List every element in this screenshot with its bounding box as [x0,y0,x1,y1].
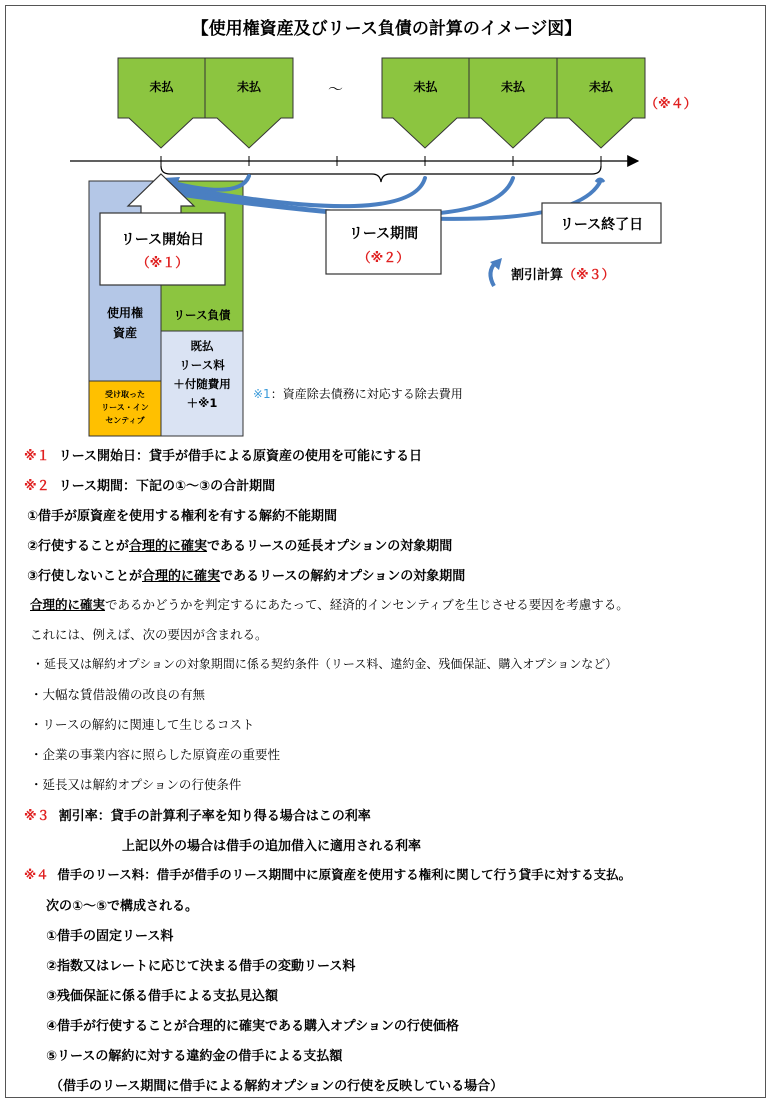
note-2-item-1: ①借手が原資産を使用する権利を有する解約不能期間 [27,509,338,524]
note-2-item-3: ③行使しないことが合理的に確実であるリースの解約オプションの対象期間 [27,569,466,584]
payment-label-3: 未払 [413,80,438,94]
note-4-item-2: ②指数又はレートに応じて決まる借手の変動リース料 [46,959,356,974]
payment-label-2: 未払 [236,80,261,94]
rou-asset-label: 使用権 資産 [106,306,143,340]
note-4-sub: 次の①～⑤で構成される。 [46,899,199,914]
payment-arrow-3 [382,58,469,148]
note-4-item-1: ①借手の固定リース料 [46,929,174,944]
start-box-label: リース開始日 [120,232,205,248]
note-2: ※２ リース期間：下記の①～③の合計期間 [24,479,276,494]
prepaid-label: 既払 リース料 ＋付随費用 ＋※1 [173,339,231,410]
reasonable-note: 合理的に確実であるかどうかを判定するにあたって、経済的インセンティブを生じさせる要因を考慮する。 [30,597,629,612]
note-4-item-5-note: （借手のリース期間に借手による解約オプションの行使を反映している場合） [50,1079,504,1094]
payment-label-5: 未払 [588,80,613,94]
payment-arrow-1 [118,58,205,148]
note-1: ※１ リース開始日：貸手が借手による原資産の使用を可能にする日 [24,449,423,464]
discount-label: 割引計算（※３） [511,268,615,283]
payment-label-4: 未払 [500,80,525,94]
factor-2: ・大幅な賃借設備の改良の有無 [30,687,206,702]
payment-note-4: （※４） [645,97,697,112]
diagram-title: 【使用権資産及びリース負債の計算のイメージ図】 [191,19,582,39]
note-4: ※４ 借手のリース料：借手が借手のリース期間中に原資産を使用する権利に関して行う貸手に対する支払。 [24,867,632,882]
start-box [100,213,225,285]
payment-arrow-2 [205,58,293,148]
start-box-note: （※１） [136,256,189,271]
payment-arrow-4 [469,58,557,148]
note-2-item-2: ②行使することが合理的に確実であるリースの延長オプションの対象期間 [27,539,453,554]
lease-liability-label: リース負債 [173,308,231,322]
note-3-line-2: 上記以外の場合は借手の追加借入に適用される利率 [122,839,422,854]
period-box-label: リース期間 [348,226,419,242]
asterisk1-note: ※1：資産除去債務に対応する除去費用 [253,387,463,401]
note-4-item-3: ③残価保証に係る借手による支払見込額 [46,989,279,1004]
factor-3: ・リースの解約に関連して生じるコスト [30,717,255,732]
includes-note: これには、例えば、次の要因が含まれる。 [30,627,268,642]
end-box-label: リース終了日 [559,217,644,233]
incentive-label: 受け取った リース・イン センティブ [101,390,149,425]
note-4-item-4: ④借手が行使することが合理的に確実である購入オプションの行使価格 [46,1019,459,1034]
factor-5: ・延長又は解約オプションの行使条件 [30,777,242,792]
payment-arrow-5 [557,58,645,148]
factor-4: ・企業の事業内容に照らした原資産の重要性 [30,747,281,762]
note-3: ※３ 割引率：貸手の計算利子率を知り得る場合はこの利率 [24,809,371,824]
factor-1: ・延長又は解約オプションの対象期間に係る契約条件（リース料、違約金、残価保証、購入オプションなど） [32,657,618,671]
payment-label-1: 未払 [149,80,174,94]
payment-tilde: ～ [328,80,344,98]
note-4-item-5: ⑤リースの解約に対する違約金の借手による支払額 [46,1049,343,1064]
lease-period-brace [161,166,601,182]
period-box-note: （※２） [357,251,410,266]
